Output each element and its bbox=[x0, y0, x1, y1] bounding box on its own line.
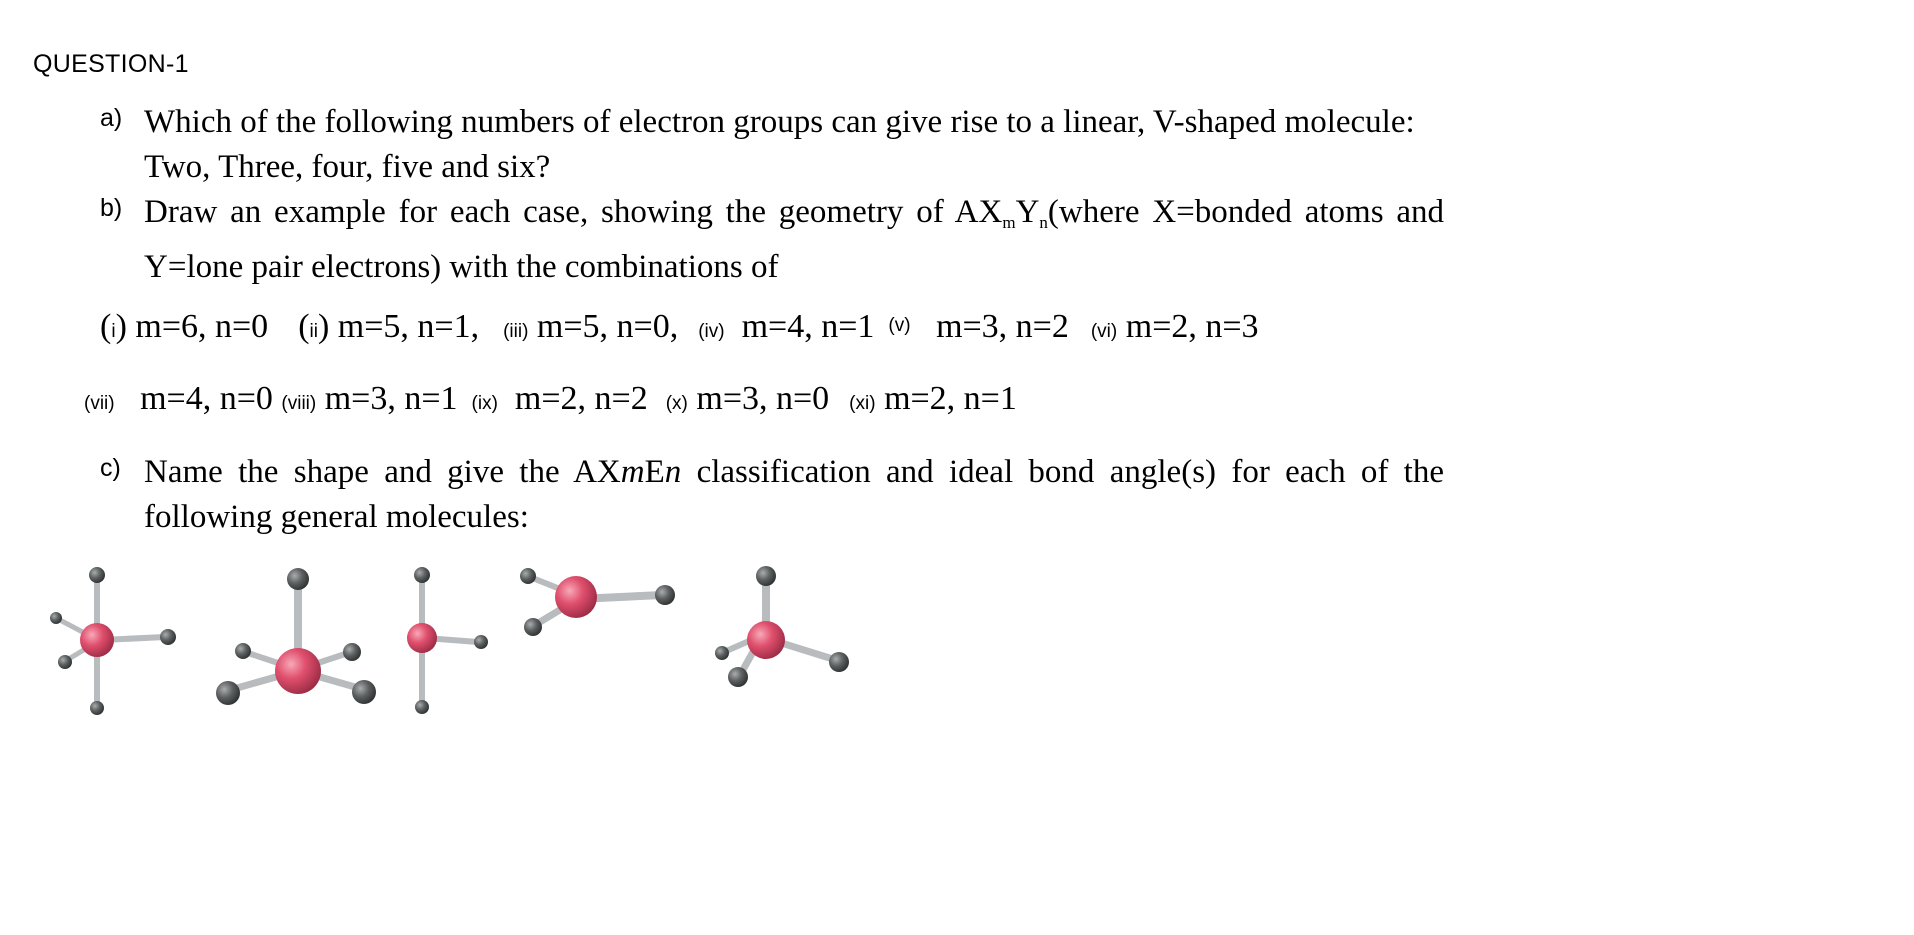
molecule-models bbox=[40, 555, 860, 725]
y-letter: Y bbox=[1015, 194, 1040, 230]
combo-ix-value: m=2, n=2 bbox=[514, 380, 648, 417]
combo-ix bbox=[472, 380, 648, 417]
central-atom bbox=[80, 623, 114, 657]
trigonal-bipyramidal-molecule-model bbox=[216, 568, 376, 705]
question-title: QUESTION-1 bbox=[33, 50, 189, 78]
combo-vii-label: (vii) bbox=[84, 393, 115, 414]
combo-x-label: (x) bbox=[665, 393, 688, 414]
combo-v-label: (v) bbox=[888, 315, 911, 336]
combo-iii-value: m=5, n=0, bbox=[536, 308, 679, 345]
question-a-text: Which of the following numbers of electron groups can give rise to a linear, V-shaped molecule: Two, Three, four, five and six? bbox=[144, 104, 1415, 185]
combinations-row-1 bbox=[100, 308, 1259, 346]
combo-iv bbox=[698, 308, 874, 345]
outer-atom bbox=[829, 652, 849, 672]
outer-atom bbox=[160, 629, 176, 645]
outer-atom bbox=[655, 585, 675, 605]
combo-i: (i) m=6, n=0 bbox=[100, 308, 269, 345]
outer-atom bbox=[474, 635, 488, 649]
combo-viii-value: m=3, n=1 bbox=[324, 380, 458, 417]
combo-xi-value: m=2, n=1 bbox=[884, 380, 1017, 417]
question-c-text-after: classification and ideal bond angle(s) for each of the following general molecules: bbox=[144, 454, 1445, 535]
question-b-text-after: (where X=bonded atoms and Y=lone pair electrons) with the combinations of bbox=[144, 194, 1444, 285]
central-atom bbox=[407, 623, 437, 653]
outer-atom bbox=[216, 681, 240, 705]
outer-atom bbox=[287, 568, 309, 590]
outer-atom bbox=[520, 568, 536, 584]
outer-atom bbox=[415, 700, 429, 714]
combo-ii-label: ii bbox=[309, 321, 318, 342]
combo-i-label: i bbox=[111, 321, 116, 342]
combinations-row-2 bbox=[84, 380, 1017, 418]
outer-atom bbox=[89, 567, 105, 583]
combo-xi bbox=[849, 380, 1017, 417]
m-italic: m bbox=[620, 454, 645, 490]
see-saw-molecule-model bbox=[50, 567, 176, 715]
combo-x-value: m=3, n=0 bbox=[696, 380, 830, 417]
combo-v bbox=[888, 308, 1068, 345]
question-c-label: c) bbox=[100, 454, 121, 482]
bent-molecule-model bbox=[520, 568, 675, 636]
combo-vii bbox=[84, 380, 273, 417]
combo-iii bbox=[503, 308, 678, 345]
question-c-text bbox=[144, 450, 1444, 540]
n-italic: n bbox=[664, 454, 682, 490]
combo-iii-label: (iii) bbox=[503, 321, 529, 342]
combo-vi-label: (vi) bbox=[1090, 321, 1118, 342]
question-b-label: b) bbox=[100, 194, 123, 222]
outer-atom bbox=[715, 646, 729, 660]
outer-atom bbox=[414, 567, 430, 583]
combo-ix-label: (ix) bbox=[471, 393, 498, 414]
question-b-text bbox=[144, 190, 1444, 290]
outer-atom bbox=[728, 667, 748, 687]
t-shaped-molecule-model bbox=[407, 567, 488, 714]
central-atom bbox=[555, 576, 597, 618]
e-letter: E bbox=[644, 454, 665, 490]
outer-atom bbox=[352, 680, 376, 704]
outer-atom bbox=[235, 643, 251, 659]
subscript-n: n bbox=[1039, 213, 1048, 232]
central-atom bbox=[747, 621, 785, 659]
combo-ii: (ii) m=5, n=1, bbox=[298, 308, 480, 345]
question-c-text-before: Name the shape and give the AX bbox=[144, 454, 621, 490]
outer-atom bbox=[343, 643, 361, 661]
subscript-m: m bbox=[1002, 213, 1016, 232]
combo-x bbox=[666, 380, 829, 417]
combo-vi-value: m=2, n=3 bbox=[1125, 308, 1259, 345]
outer-atom bbox=[50, 612, 62, 624]
combo-xi-label: (xi) bbox=[849, 393, 876, 414]
combo-i-value: m=6, n=0 bbox=[135, 308, 269, 345]
combo-vii-value: m=4, n=0 bbox=[140, 380, 273, 417]
combo-ii-value: m=5, n=1, bbox=[337, 308, 480, 345]
outer-atom bbox=[90, 701, 104, 715]
combo-v-value: m=3, n=2 bbox=[936, 308, 1069, 345]
combo-vi bbox=[1091, 308, 1259, 345]
combo-iv-value: m=4, n=1 bbox=[741, 308, 875, 345]
central-atom bbox=[275, 648, 321, 694]
outer-atom bbox=[524, 618, 542, 636]
combo-iv-label: (iv) bbox=[698, 321, 725, 342]
outer-atom bbox=[756, 566, 776, 586]
question-a-label: a) bbox=[100, 104, 123, 132]
question-b-text-before: Draw an example for each case, showing the geometry of AX bbox=[144, 194, 1003, 230]
combo-viii-label: (viii) bbox=[281, 393, 317, 414]
trigonal-pyramidal-molecule-model bbox=[715, 566, 849, 687]
outer-atom bbox=[58, 655, 72, 669]
combo-viii bbox=[281, 380, 457, 417]
